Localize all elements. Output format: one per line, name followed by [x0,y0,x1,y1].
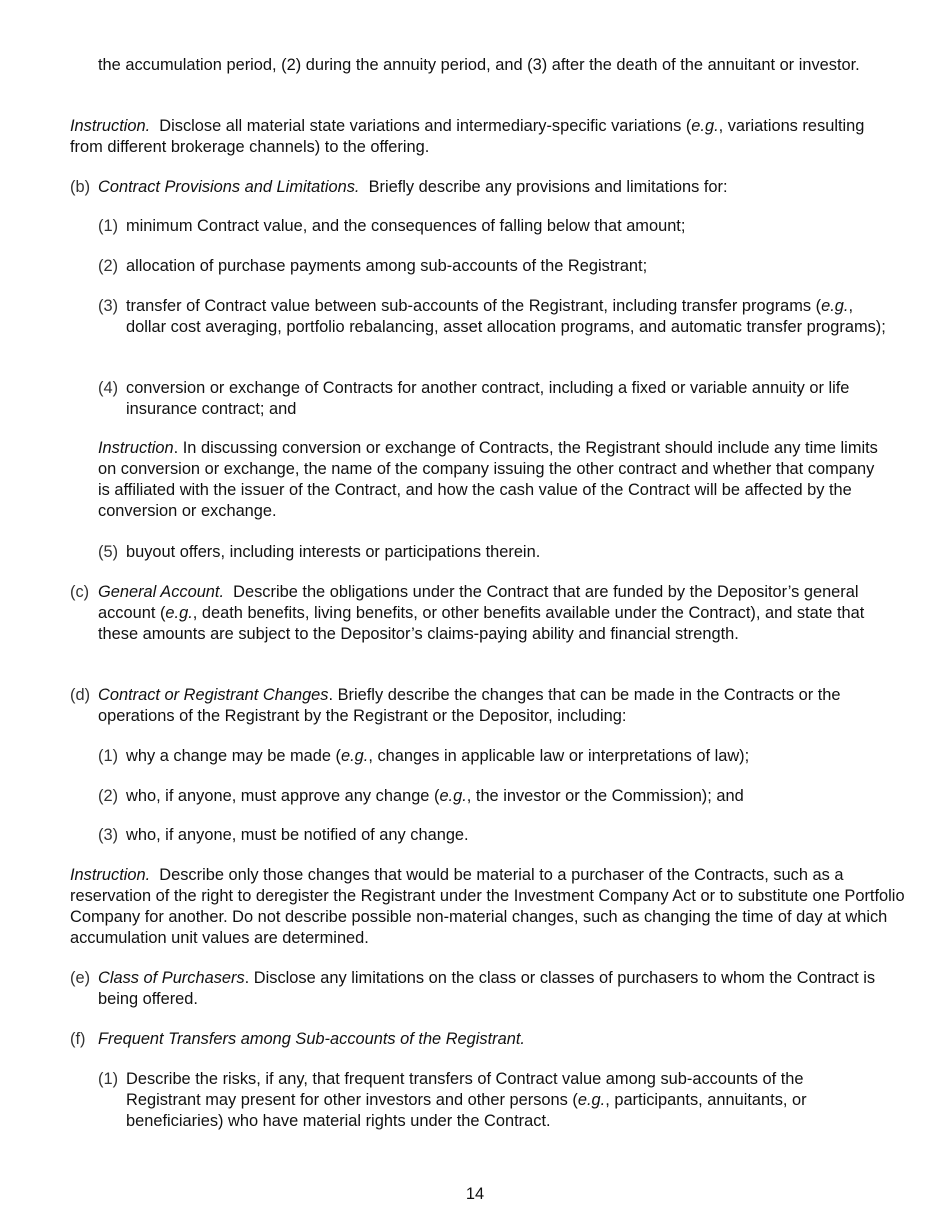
page-number: 14 [465,1185,485,1203]
item-b-sub-5: (5) buyout offers, including interests or participations therein. [98,543,541,561]
item-b-sub-1: (1) minimum Contract value, and the consequences of falling below that amount; [98,217,686,235]
instruction-label: Instruction. [70,117,151,135]
item-f-sub-1: (1) Describe the risks, if any, that frequent transfers of Contract value among sub-accounts of the Registrant may present for other investors and other persons (e.g., participants, annuitants, or beneficiaries) who have material rights under the Contract. [98,1070,807,1130]
instruction-label: Instruction [98,439,174,457]
item-b-sub-3: (3) transfer of Contract value between sub-accounts of the Registrant, including transfer programs (e.g., dollar cost averaging, portfolio rebalancing, asset allocation programs, and automatic transfer programs); [98,297,886,336]
sub-item-label: (5) [98,543,119,561]
item-e: (e) Class of Purchasers. Disclose any limitations on the class or classes of purchasers to whom the Contract is being offered. [70,969,876,1008]
item-label: (c) [70,583,90,601]
item-d: (d) Contract or Registrant Changes. Briefly describe the changes that can be made in the Contracts or the operations of the Registrant by the Registrant or the Depositor, including: [70,686,841,725]
item-d-sub-3: (3) who, if anyone, must be notified of any change. [98,826,469,844]
item-c: (c) General Account. Describe the obligations under the Contract that are funded by the Depositor’s general account (e.g., death benefits, living benefits, or other benefits available under the Contract), and state that these amounts are subject to the Depositor’s claims-paying ability and financial strength. [70,583,865,643]
sub-item-label: (3) [98,297,119,315]
item-label: (d) [70,686,91,704]
sub-item-label: (2) [98,257,119,275]
instruction-paragraph-1: Instruction. Disclose all material state variations and intermediary-specific variations (e.g., variations resulting from different brokerage channels) to the offering. [70,117,865,156]
sub-item-label: (3) [98,826,119,844]
instruction-label: Instruction. [70,866,151,884]
instruction-paragraph-2: Instruction. Describe only those changes that would be material to a purchaser of the Contracts, such as a reservation of the right to deregister the Registrant under the Investment Company Act or to substitute one Portfolio Company for another. Do not describe possible non-material changes, such as changing the time of day at which accumulation unit values are determined. [70,866,905,947]
sub-item-label: (1) [98,747,119,765]
item-title: General Account. [98,583,225,601]
sub-item-label: (2) [98,787,119,805]
item-b: (b) Contract Provisions and Limitations. Briefly describe any provisions and limitations for: [70,178,728,196]
item-title: Class of Purchasers [98,969,245,987]
item-label: (b) [70,178,91,196]
intro-paragraph: the accumulation period, (2) during the annuity period, and (3) after the death of the annuitant or investor. [98,56,860,74]
item-d-sub-2: (2) who, if anyone, must approve any change (e.g., the investor or the Commission); and [98,787,744,805]
item-title: Contract or Registrant Changes [98,686,329,704]
item-f [70,1029,900,1050]
item-label: (f) [70,1030,86,1048]
item-label: (e) [70,969,91,987]
sub-item-label: (4) [98,379,119,397]
item-d-sub-1: (1) why a change may be made (e.g., changes in applicable law or interpretations of law); [98,747,750,765]
item-title: Frequent Transfers among Sub-accounts of the Registrant. [98,1030,525,1048]
item-b-sub-4: (4) conversion or exchange of Contracts for another contract, including a fixed or variable annuity or life insurance contract; and [98,379,850,418]
item-b-sub-2: (2) allocation of purchase payments among sub-accounts of the Registrant; [98,257,648,275]
item-b-instruction: Instruction. In discussing conversion or exchange of Contracts, the Registrant should include any time limits on conversion or exchange, the name of the company issuing the other contract and whether that company is affiliated with the issuer of the Contract, and how the cash value of the Contract will be affected by the conversion or exchange. [98,439,878,520]
item-title: Contract Provisions and Limitations. [98,178,360,196]
sub-item-label: (1) [98,217,119,235]
sub-item-label: (1) [98,1070,119,1088]
